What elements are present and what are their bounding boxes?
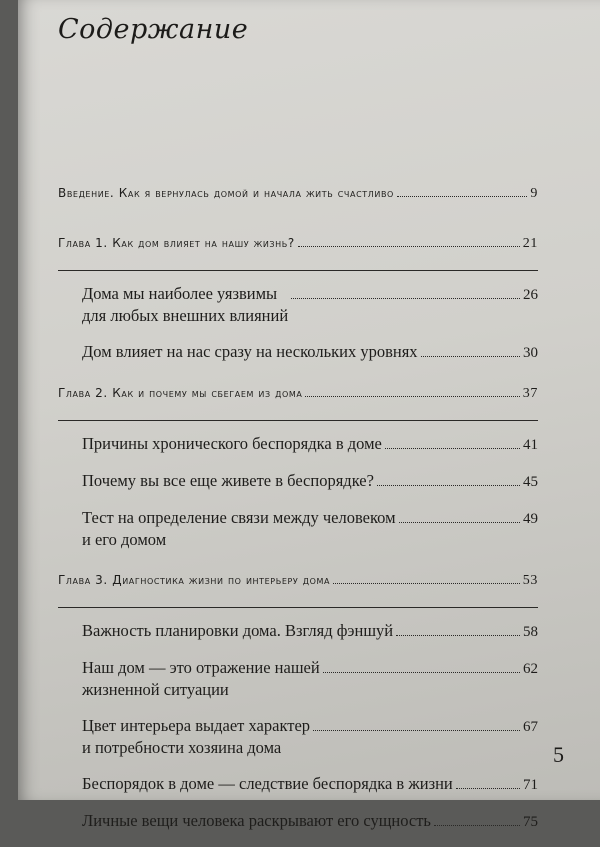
toc-intro-page: 9: [530, 186, 538, 201]
table-of-contents: [58, 186, 538, 847]
toc-intro-label: Введение. Как я вернулась домой и начала жить счастливо: [58, 186, 394, 200]
dot-leader: [421, 356, 520, 357]
toc-chapter-3-label: Глава 3. Диагностика жизни по интерьеру дома: [58, 573, 331, 587]
page-title: Содержание: [58, 14, 249, 45]
dot-leader: [291, 298, 520, 299]
toc-chapter-1-page: 21: [522, 236, 538, 251]
toc-entry: [58, 715, 538, 759]
dot-leader: [305, 396, 519, 397]
dot-leader: [323, 672, 520, 673]
toc-entry-page: 26: [523, 287, 538, 303]
toc-entry-page: 49: [523, 511, 538, 527]
toc-entry: [58, 283, 538, 327]
toc-entry: [58, 433, 538, 456]
toc-entry-line: жизненной ситуации: [82, 680, 229, 699]
toc-entry-label: Причины хронического беспорядка в доме: [82, 434, 382, 453]
toc-entry-page: 67: [523, 719, 538, 735]
toc-intro: [58, 186, 538, 202]
toc-entry: [58, 470, 538, 493]
toc-entry: [58, 810, 538, 833]
toc-entry-line: Наш дом — это отражение нашей: [82, 658, 320, 677]
toc-entry-label: Дом влияет на нас сразу на нескольких уровнях: [82, 342, 418, 361]
dot-leader: [377, 485, 520, 486]
chapter-rule: [58, 420, 538, 421]
toc-entry-line: Дома мы наиболее уязвимы: [82, 284, 278, 303]
dot-leader: [434, 825, 520, 826]
toc-entry-page: 45: [523, 474, 538, 490]
toc-entry-page: 75: [523, 814, 538, 830]
dot-leader: [333, 583, 520, 584]
dot-leader: [313, 730, 520, 731]
toc-entry-line: и его домом: [82, 530, 167, 549]
toc-chapter-2-page: 37: [522, 386, 538, 401]
toc-entry-line: и потребности хозяина дома: [82, 738, 282, 757]
dot-leader: [298, 246, 520, 247]
toc-chapter-3-page: 53: [522, 573, 538, 588]
dot-leader: [456, 788, 520, 789]
toc-entry-label: Важность планировки дома. Взгляд фэншуй: [82, 621, 394, 640]
toc-entry: [58, 773, 538, 796]
toc-chapter-2-label: Глава 2. Как и почему мы сбегаем из дома: [58, 386, 303, 400]
toc-chapter-1-label: Глава 1. Как дом влияет на нашу жизнь?: [58, 236, 295, 250]
dot-leader: [397, 196, 527, 197]
toc-entry-line: Цвет интерьера выдает характер: [82, 716, 311, 735]
chapter-rule: [58, 270, 538, 271]
toc-chapter-2: [58, 386, 538, 402]
book-page: [18, 0, 600, 830]
toc-entry-line: Тест на определение связи между человеком: [82, 508, 396, 527]
toc-entry: [58, 507, 538, 551]
toc-entry-page: 41: [523, 437, 538, 453]
toc-chapter-3: [58, 573, 538, 589]
toc-entry-label: Почему вы все еще живете в беспорядке?: [82, 471, 374, 490]
chapter-rule: [58, 607, 538, 608]
toc-entry: [58, 657, 538, 701]
toc-entry: [58, 341, 538, 364]
toc-entry-page: 62: [523, 661, 538, 677]
page-number: 5: [553, 742, 564, 767]
dot-leader: [399, 522, 520, 523]
dot-leader: [385, 448, 520, 449]
toc-entry-line: для любых внешних влияний: [82, 306, 289, 325]
toc-entry-label: Личные вещи человека раскрывают его сущность: [82, 811, 431, 830]
toc-chapter-1: [58, 236, 538, 252]
toc-entry-page: 30: [523, 345, 538, 361]
toc-entry: [58, 620, 538, 643]
toc-entry-label: Беспорядок в доме — следствие беспорядка в жизни: [82, 774, 453, 793]
dot-leader: [396, 635, 520, 636]
toc-entry-page: 58: [523, 624, 538, 640]
toc-entry-page: 71: [523, 777, 538, 793]
